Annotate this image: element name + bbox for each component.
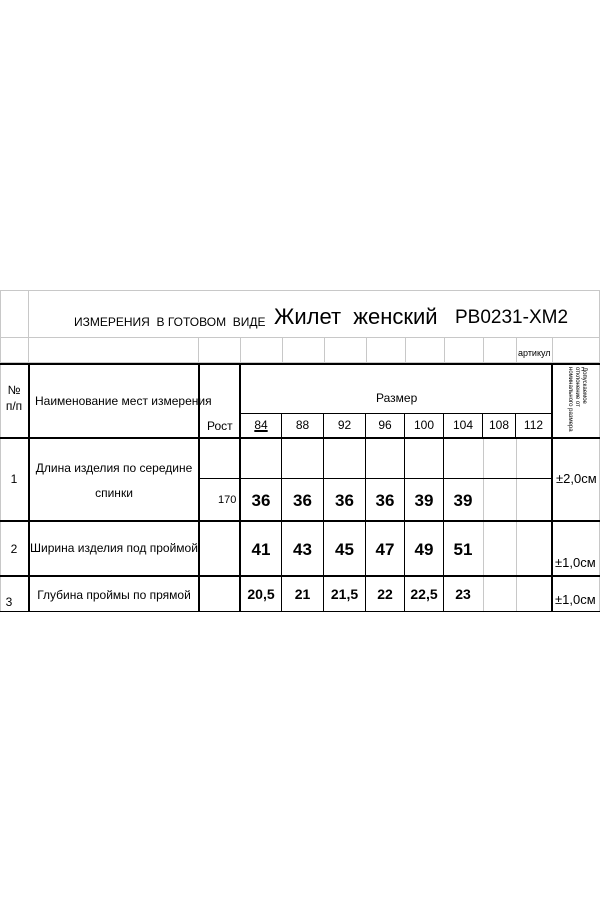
- value-cell: 36: [293, 491, 312, 510]
- value-cell: 49: [414, 540, 434, 559]
- size-96: 96: [378, 418, 392, 432]
- size-112: 112: [523, 418, 544, 432]
- tolerance-cell: ±2,0см: [556, 471, 597, 486]
- product-title: Жилет женский: [274, 304, 438, 329]
- tolerance-cell: ±1,0см: [555, 592, 596, 607]
- value-cell: 36: [251, 491, 271, 510]
- value-cell: 20,5: [247, 586, 275, 602]
- row-name-line2: спинки: [95, 486, 133, 500]
- value-cell: 41: [251, 540, 271, 559]
- height-header: Рост: [207, 419, 233, 433]
- value-cell: 21: [294, 586, 311, 602]
- size-100: 100: [413, 418, 435, 432]
- tolerance-cell: ±1,0см: [555, 555, 596, 570]
- article-label: артикул: [518, 348, 551, 358]
- value-cell: 36: [375, 491, 395, 510]
- value-cell: 45: [335, 540, 354, 559]
- size-92: 92: [337, 418, 352, 432]
- value-cell: 47: [375, 540, 395, 559]
- size-104: 104: [452, 418, 474, 432]
- value-cell: 22,5: [410, 586, 438, 602]
- size-84: 84: [254, 418, 268, 432]
- value-cell: 43: [293, 540, 312, 559]
- value-cell: 36: [335, 491, 354, 510]
- row-name: Ширина изделия под проймой: [30, 541, 198, 555]
- row-number: 2: [10, 542, 18, 556]
- value-cell: 39: [414, 491, 434, 510]
- name-header: Наименование мест измерения: [35, 394, 212, 408]
- value-cell: 22: [377, 586, 393, 602]
- value-cell: 21,5: [330, 586, 359, 602]
- size-108: 108: [488, 418, 510, 432]
- article-code: РВ0231-ХМ2: [455, 307, 569, 328]
- size-88: 88: [295, 418, 310, 432]
- size-group-header: Размер: [376, 391, 418, 405]
- row-number: 1: [10, 472, 18, 486]
- number-header: № п/п: [5, 383, 23, 413]
- row-name: Глубина проймы по прямой: [37, 588, 191, 602]
- row-height-value: 170: [218, 494, 237, 506]
- table-caption: ИЗМЕРЕНИЯ В ГОТОВОМ ВИДЕ: [74, 315, 266, 329]
- row-name-line1: Длина изделия по середине: [35, 461, 193, 475]
- row-number: 3: [5, 595, 13, 609]
- value-cell: 39: [453, 491, 473, 510]
- value-cell: 23: [455, 586, 471, 602]
- tolerance-header: Допускаемое отклонение от номинального размера: [566, 367, 587, 432]
- value-cell: 51: [453, 540, 473, 559]
